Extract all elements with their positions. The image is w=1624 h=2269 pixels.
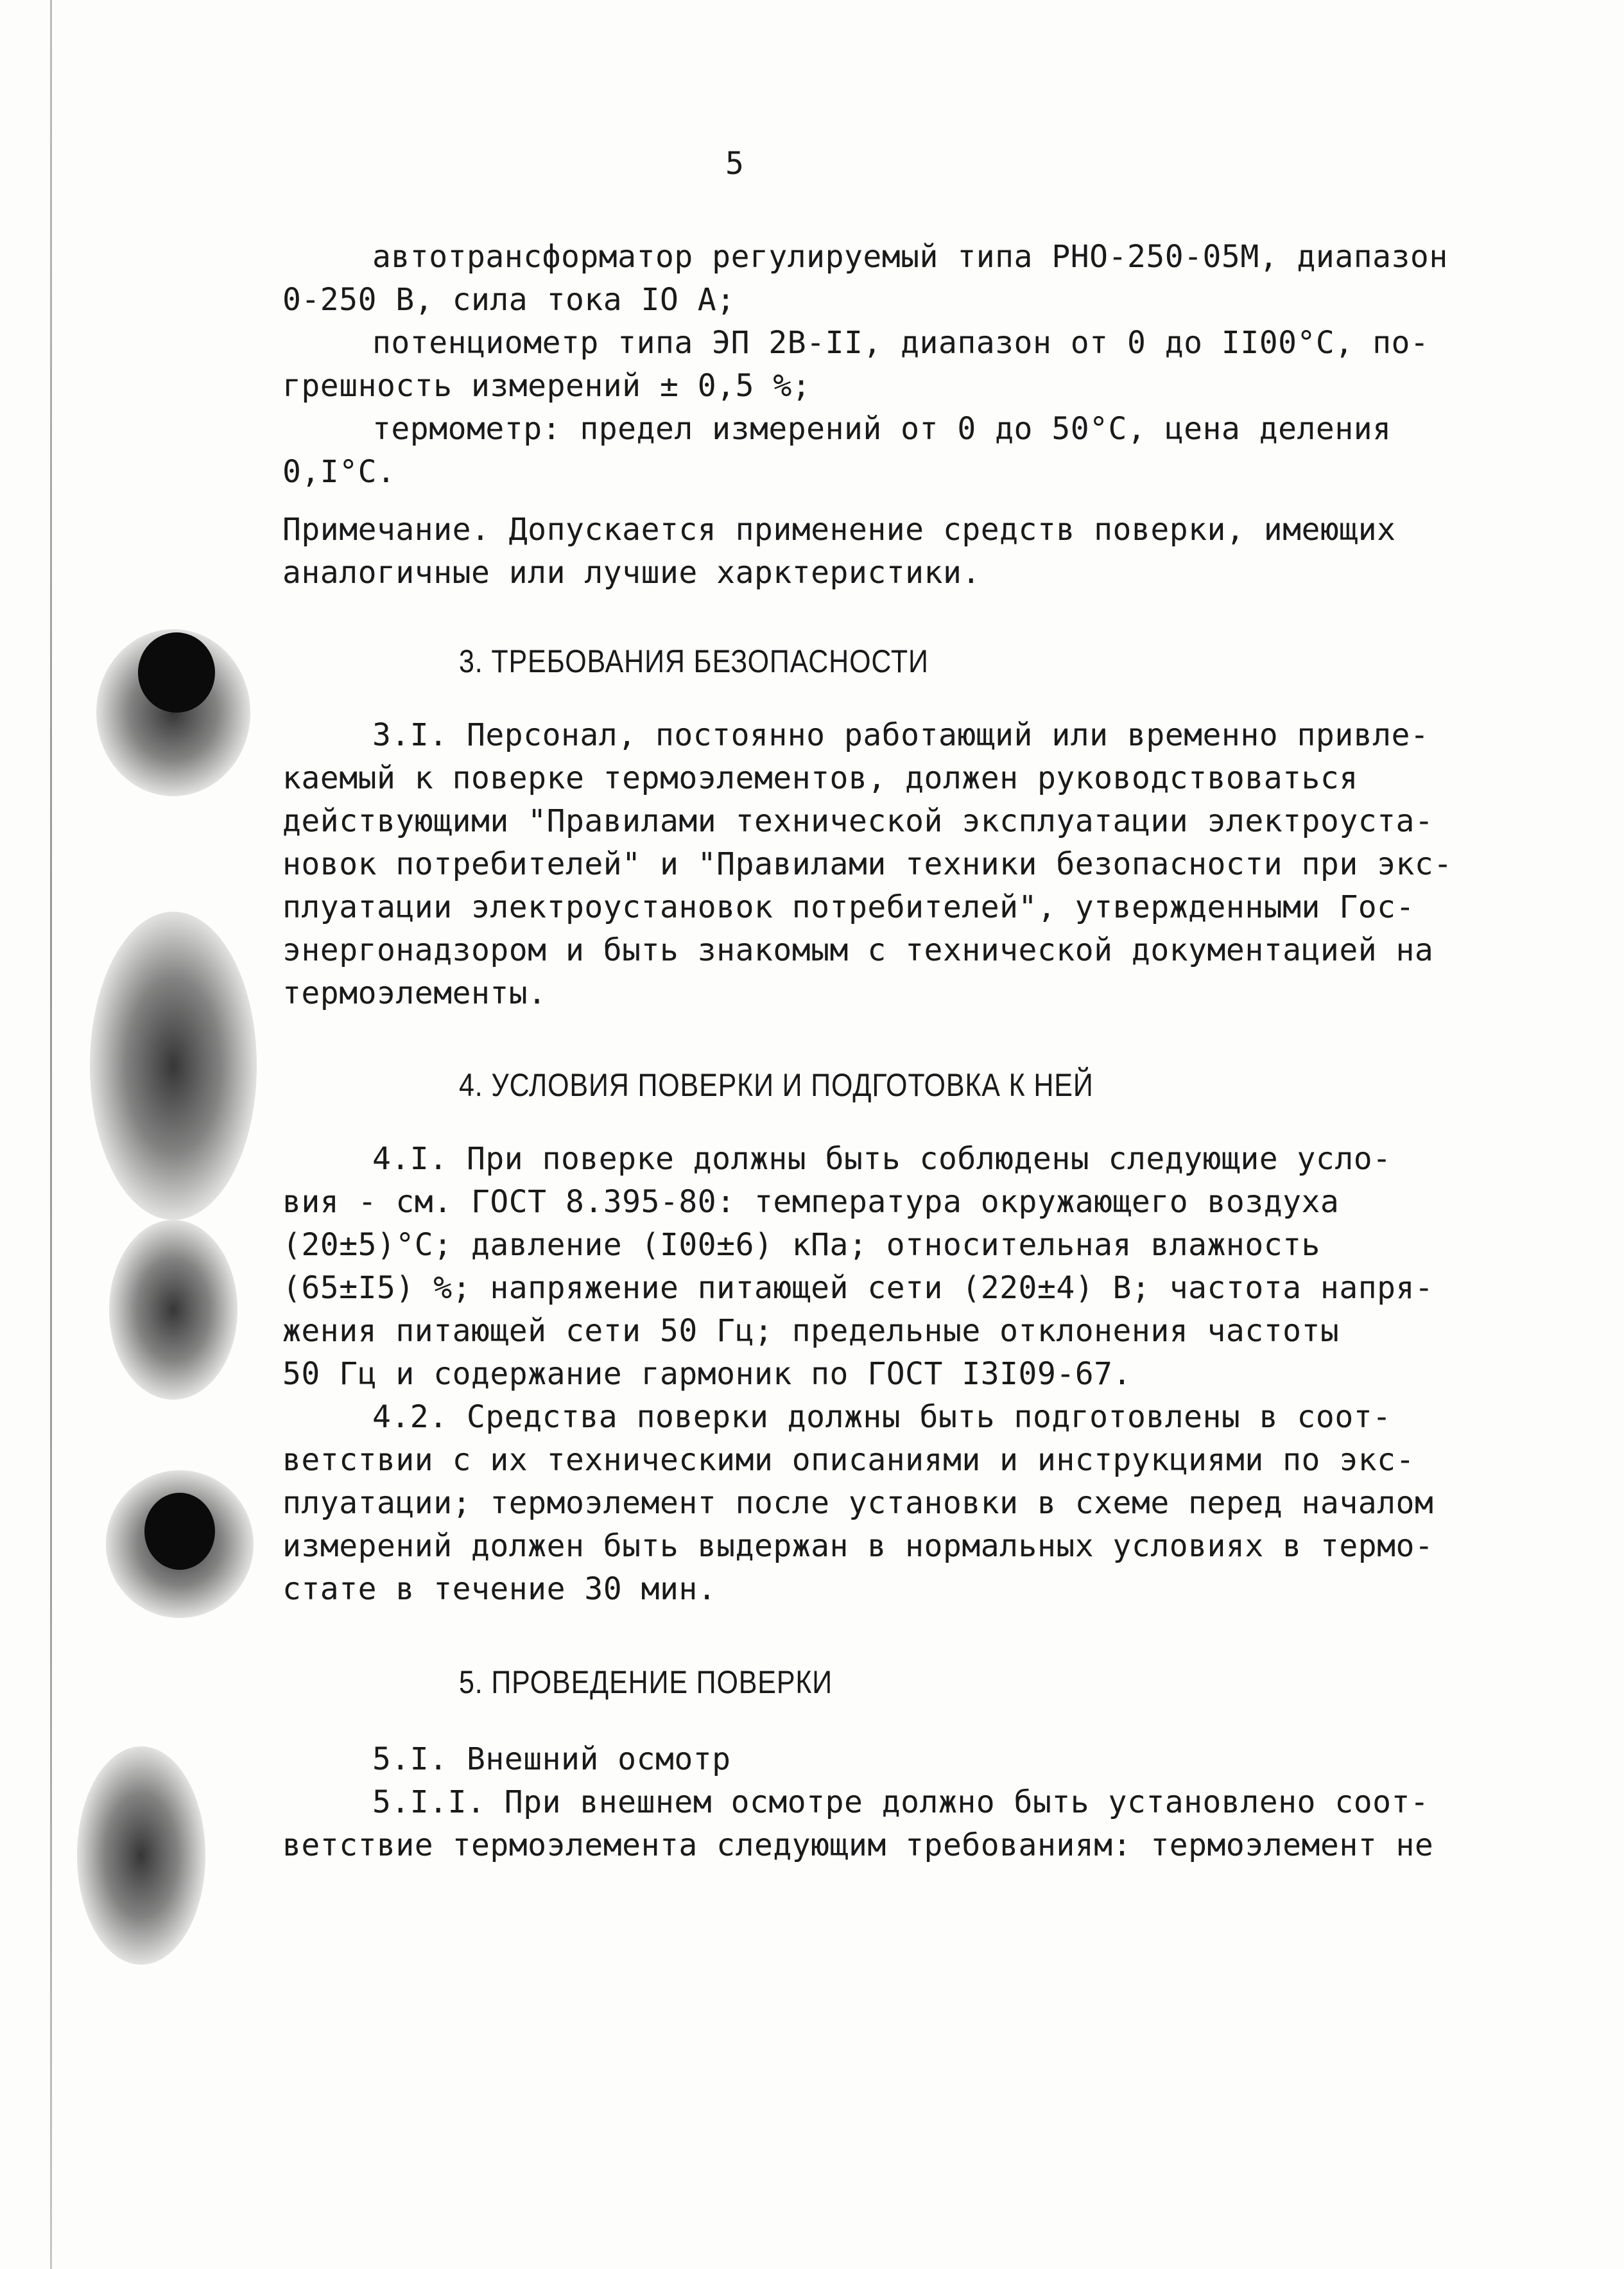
body-line: энергонадзором и быть знакомым с технической документацией на (282, 932, 1434, 968)
body-line: (65±I5) %; напряжение питающей сети (220±4) В; частота напря- (282, 1270, 1434, 1306)
body-line: действующими "Правилами технической эксплуатации электроуста- (282, 803, 1434, 839)
body-line: (20±5)°С; давление (I00±6) кПа; относительная влажность (282, 1227, 1320, 1263)
binding-smudge (109, 1220, 238, 1400)
body-line: 4.I. При поверке должны быть соблюдены следующие усло- (372, 1141, 1392, 1177)
section-heading: 5. ПРОВЕДЕНИЕ ПОВЕРКИ (459, 1664, 833, 1700)
body-line: 3.I. Персонал, постоянно работающий или временно привле- (372, 717, 1430, 753)
punch-hole (144, 1493, 215, 1570)
page-number: 5 (725, 146, 744, 182)
body-line: 50 Гц и содержание гармоник по ГОСТ I3I09-67. (282, 1356, 1132, 1392)
body-line: 0-250 В, сила тока IO А; (282, 282, 736, 318)
body-line: стате в течение 30 мин. (282, 1571, 717, 1607)
body-line: термоэлементы. (282, 975, 547, 1011)
note-line: аналогичные или лучшие харктеристики. (282, 555, 981, 591)
body-line: каемый к поверке термоэлементов, должен руководствоваться (282, 760, 1358, 796)
binding-smudge (90, 912, 257, 1220)
body-line: автотрансформатор регулируемый типа РНО-250-05М, диапазон (372, 239, 1448, 275)
body-line: вия - см. ГОСТ 8.395-80: температура окружающего воздуха (282, 1184, 1340, 1220)
body-line: измерений должен быть выдержан в нормальных условиях в термо- (282, 1528, 1434, 1564)
body-line: 5.I. Внешний осмотр (372, 1741, 731, 1777)
body-line: новок потребителей" и "Правилами техники безопасности при экс- (282, 846, 1453, 882)
body-line: грешность измерений ± 0,5 %; (282, 368, 811, 404)
punch-hole (138, 632, 215, 713)
binding-smudge (77, 1746, 205, 1965)
body-line: ветствии с их техническими описаниями и инструкциями по экс- (282, 1442, 1415, 1478)
body-line: 0,I°С. (282, 454, 396, 490)
body-line: плуатации; термоэлемент после установки в схеме перед началом (282, 1485, 1434, 1521)
body-line: 5.I.I. При внешнем осмотре должно быть установлено соот- (372, 1784, 1430, 1820)
note-line: Примечание. Допускается применение средств поверки, имеющих (282, 512, 1396, 548)
binding-edge-line (50, 0, 52, 2269)
body-line: плуатации электроустановок потребителей", утвержденными Гос- (282, 889, 1415, 925)
section-heading: 3. ТРЕБОВАНИЯ БЕЗОПАСНОСТИ (459, 643, 929, 679)
body-line: жения питающей сети 50 Гц; предельные отклонения частоты (282, 1313, 1340, 1349)
body-line: 4.2. Средства поверки должны быть подготовлены в соот- (372, 1399, 1392, 1435)
section-heading: 4. УСЛОВИЯ ПОВЕРКИ И ПОДГОТОВКА К НЕЙ (459, 1067, 1094, 1103)
body-line: ветствие термоэлемента следующим требованиям: термоэлемент не (282, 1827, 1434, 1863)
body-line: термометр: предел измерений от 0 до 50°С, цена деления (372, 411, 1392, 447)
body-line: потенциометр типа ЭП 2В-II, диапазон от 0 до II00°С, по- (372, 325, 1430, 361)
